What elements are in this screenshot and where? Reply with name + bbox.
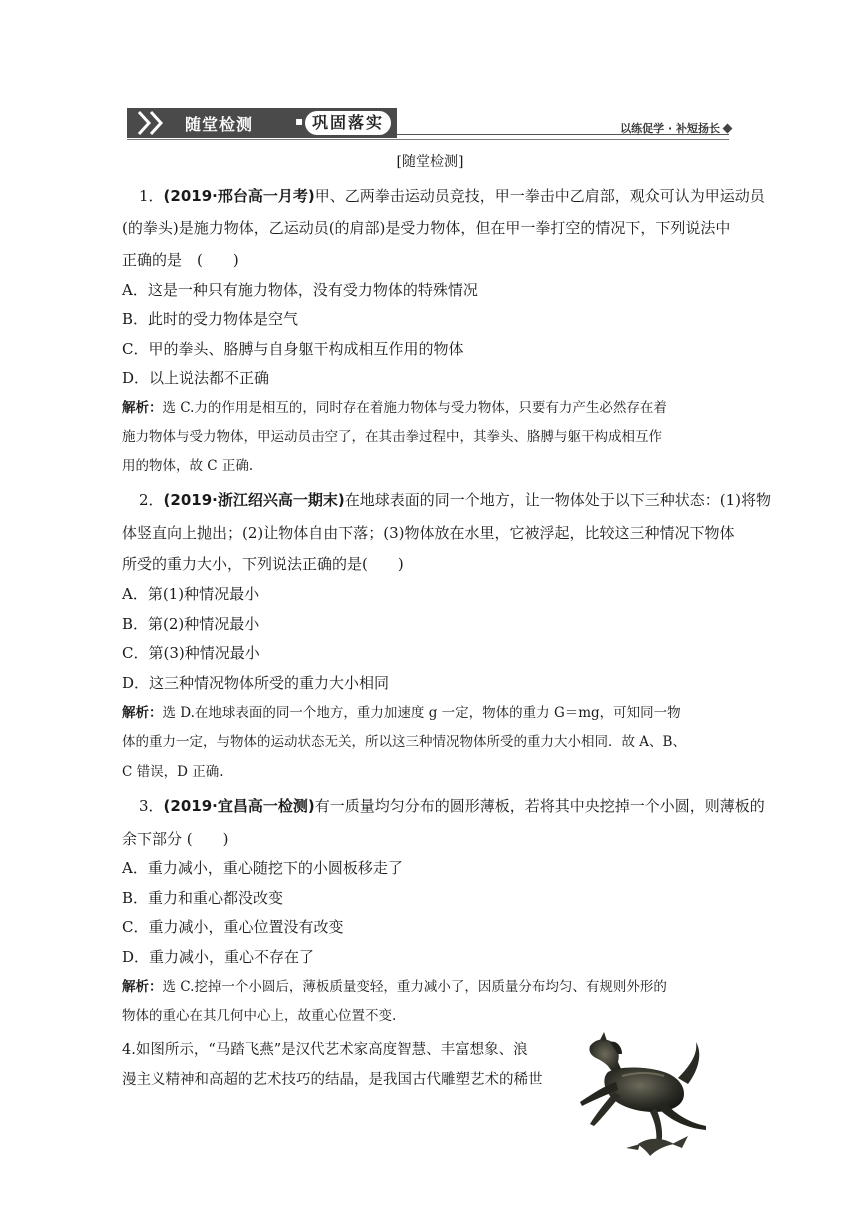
q3-line2: 余下部分 ( ) bbox=[122, 830, 229, 848]
q2-line1 bbox=[139, 490, 771, 510]
q2-line2: 体竖直向上抛出；(2)让物体自由下落；(3)物体放在水里，它被浮起，比较这三种情况下物体 bbox=[122, 524, 735, 542]
q1-option-b: B．此时的受力物体是空气 bbox=[122, 310, 299, 328]
q2-option-c: C．第(3)种情况最小 bbox=[122, 644, 260, 662]
double-chevron-icon bbox=[135, 108, 175, 138]
q2-analysis-line1 bbox=[122, 703, 681, 723]
q1-option-c: C．甲的拳头、胳膊与自身躯干构成相互作用的物体 bbox=[122, 340, 464, 358]
header-motto: 以练促学 · 补短扬长 bbox=[620, 122, 720, 135]
banner-pill: 巩固落实 bbox=[305, 111, 391, 135]
section-banner bbox=[127, 108, 397, 138]
q2-analysis-text: 选 D.在地球表面的同一个地方，重力加速度 g 一定，物体的重力 G＝mg，可知同一物 bbox=[162, 705, 681, 721]
q3-number: 3． bbox=[139, 797, 164, 815]
q1-line2: (的拳头)是施力物体，乙运动员(的肩部)是受力物体，但在甲一拳打空的情况下，下列说法中 bbox=[122, 219, 731, 237]
q3-line1 bbox=[139, 796, 765, 816]
q1-analysis-line1 bbox=[122, 398, 667, 418]
analysis-label: 解析： bbox=[122, 705, 163, 721]
q2-analysis-line3: C 错误，D 正确. bbox=[122, 764, 224, 780]
q3-analysis-line2: 物体的重心在其几何中心上，故重心位置不变. bbox=[122, 1008, 397, 1024]
q3-option-c: C．重力减小，重心位置没有改变 bbox=[122, 918, 344, 936]
q2-line3: 所受的重力大小，下列说法正确的是( ) bbox=[122, 555, 404, 573]
q2-source: (2019·浙江绍兴高一期末) bbox=[163, 491, 345, 509]
q2-number: 2． bbox=[139, 491, 164, 509]
q1-line3: 正确的是 ( ) bbox=[122, 251, 239, 269]
header-underline bbox=[127, 139, 729, 140]
q3-option-a: A．重力减小，重心随挖下的小圆板移走了 bbox=[122, 859, 403, 877]
section-label: [随堂检测] bbox=[396, 154, 464, 170]
q2-analysis-line2: 体的重力一定，与物体的运动状态无关，所以这三种情况物体所受的重力大小相同．故 A、B、 bbox=[122, 734, 686, 750]
q3-option-b: B．重力和重心都没改变 bbox=[122, 889, 284, 907]
q1-source: (2019·邢台高一月考) bbox=[163, 187, 315, 205]
q3-option-d: D．重力减小，重心不存在了 bbox=[122, 948, 315, 966]
q3-text: 有一质量均匀分布的圆形薄板，若将其中央挖掉一个小圆，则薄板的 bbox=[314, 797, 765, 815]
q2-option-b: B．第(2)种情况最小 bbox=[122, 615, 260, 633]
analysis-label: 解析： bbox=[122, 400, 163, 416]
q1-analysis-line2: 施力物体与受力物体，甲运动员击空了，在其击拳过程中，其拳头、胳膊与躯干构成相互作 bbox=[122, 429, 662, 445]
q2-option-a: A．第(1)种情况最小 bbox=[122, 585, 260, 603]
banner-title: 随堂检测 bbox=[185, 115, 254, 134]
q3-analysis-text: 选 C.挖掉一个小圆后，薄板质量变轻，重力减小了，因质量分布均匀、有规则外形的 bbox=[162, 979, 667, 995]
q4-line1: 4.如图所示，“马踏飞燕”是汉代艺术家高度智慧、丰富想象、浪 bbox=[122, 1042, 528, 1058]
q1-line1 bbox=[139, 186, 765, 206]
q1-option-d: D．以上说法都不正确 bbox=[122, 369, 270, 387]
q4-line2: 漫主义精神和高超的艺术技巧的结晶，是我国古代雕塑艺术的稀世 bbox=[122, 1072, 543, 1088]
banner-separator: ▪ bbox=[295, 114, 304, 128]
q3-source: (2019·宜昌高一检测) bbox=[163, 797, 315, 815]
q2-option-d: D．这三种情况物体所受的重力大小相同 bbox=[122, 674, 390, 692]
q1-analysis-line3: 用的物体，故 C 正确. bbox=[122, 458, 254, 474]
analysis-label: 解析： bbox=[122, 979, 163, 995]
q1-text: 甲、乙两拳击运动员竞技，甲一拳击中乙肩部，观众可认为甲运动员 bbox=[314, 187, 765, 205]
diamond-icon bbox=[723, 124, 733, 134]
q1-analysis-text: 选 C.力的作用是相互的，同时存在着施力物体与受力物体，只要有力产生必然存在着 bbox=[162, 400, 667, 416]
q3-analysis-line1 bbox=[122, 977, 667, 997]
q1-number: 1． bbox=[139, 187, 164, 205]
q1-option-a: A．这是一种只有施力物体，没有受力物体的特殊情况 bbox=[122, 281, 478, 299]
galloping-horse-image bbox=[560, 1032, 740, 1160]
q2-text: 在地球表面的同一个地方，让一物体处于以下三种状态：(1)将物 bbox=[344, 491, 771, 509]
